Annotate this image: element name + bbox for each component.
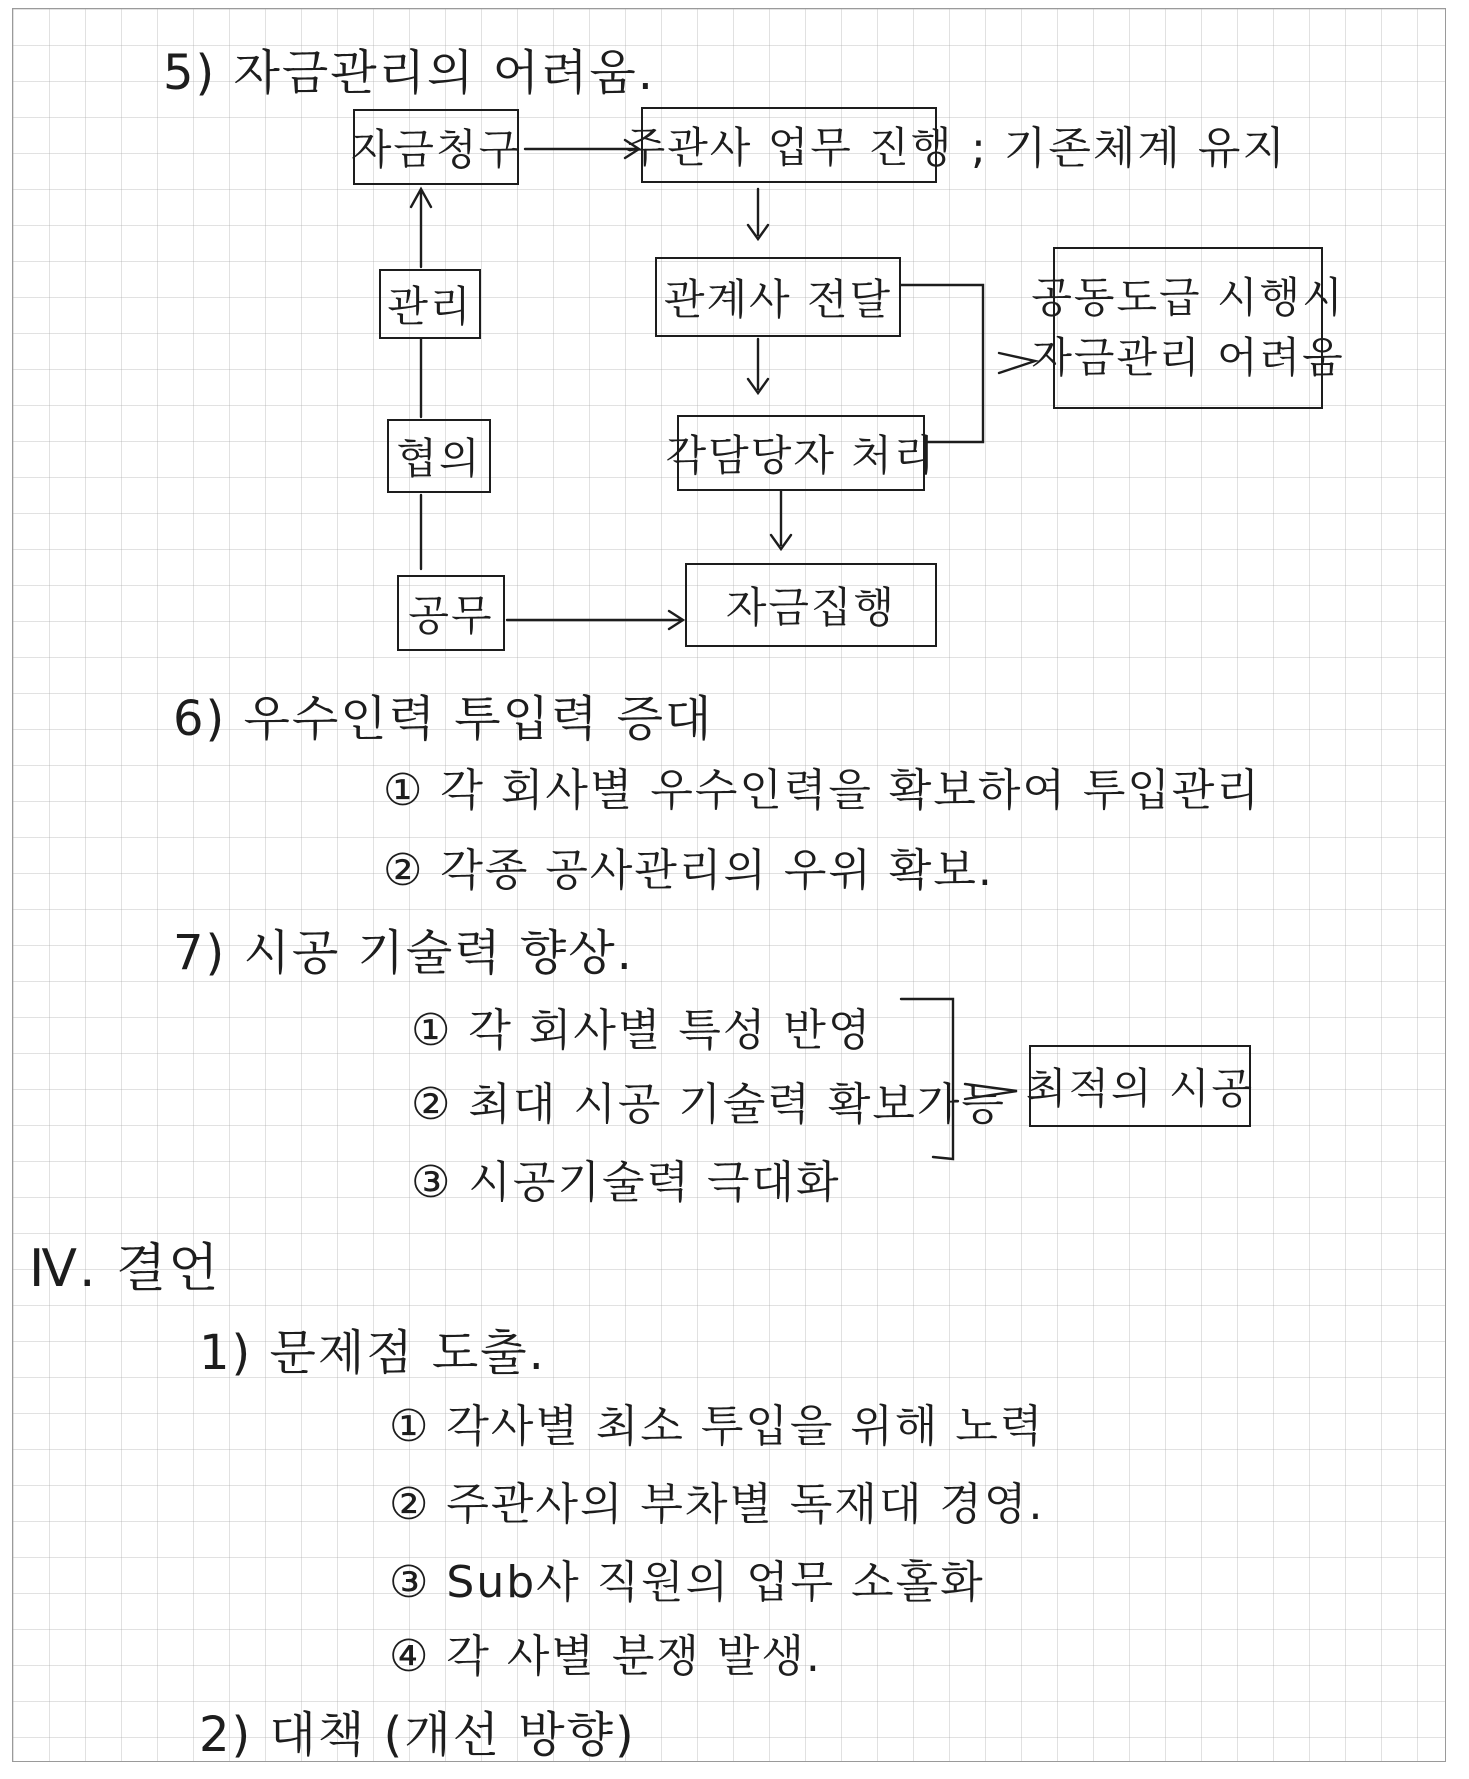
section7-item-2: ② 최대 시공 기술력 확보가능 — [411, 1079, 1006, 1130]
section6-item-2: ② 각종 공사관리의 우위 확보. — [383, 845, 994, 896]
problem-item-2: ② 주관사의 부차별 독재대 경영. — [389, 1479, 1045, 1530]
section6-heading: 6) 우수인력 투입력 증대 — [173, 691, 714, 747]
fund-request-box: 자금청구 — [353, 109, 519, 185]
problem-item-3: ③ Sub사 직원의 업무 소홀화 — [389, 1557, 985, 1608]
section6-item-1: ① 각 회사별 우수인력을 확보하여 투입관리 — [383, 765, 1261, 816]
section7-heading: 7) 시공 기술력 향상. — [173, 925, 634, 981]
problem-item-1: ① 각사별 최소 투입을 위해 노력 — [389, 1401, 1045, 1452]
main-work-box: 주관사 업무 진행 — [641, 107, 937, 183]
public-affairs-box: 공무 — [397, 575, 505, 651]
consultation-box: 협의 — [387, 419, 491, 493]
partner-transfer-box: 관계사 전달 — [655, 257, 901, 337]
optimal-construction-box: 최적의 시공 — [1029, 1045, 1251, 1127]
management-box: 관리 — [379, 269, 481, 339]
problem-item-4: ④ 각 사별 분쟁 발생. — [389, 1631, 822, 1682]
result-line1: 공동도급 시행시 — [1031, 273, 1345, 322]
measures-heading: 2) 대책 (개선 방향) — [199, 1707, 636, 1763]
section7-item-1: ① 각 회사별 특성 반영 — [411, 1005, 873, 1056]
main-work-note: ; 기존체계 유지 — [971, 123, 1287, 174]
fund-execution-box: 자금집행 — [685, 563, 937, 647]
section4-heading: Ⅳ. 결언 — [29, 1239, 221, 1299]
person-handling-box: 각담당자 처리 — [677, 415, 925, 491]
section5-heading: 5) 자금관리의 어려움. — [163, 45, 655, 101]
problems-heading: 1) 문제점 도출. — [199, 1325, 546, 1381]
result-line2: 자금관리 어려움 — [1031, 333, 1345, 382]
result-box — [1031, 247, 1345, 409]
notebook-page — [12, 8, 1446, 1762]
section7-item-3: ③ 시공기술력 극대화 — [411, 1157, 841, 1208]
